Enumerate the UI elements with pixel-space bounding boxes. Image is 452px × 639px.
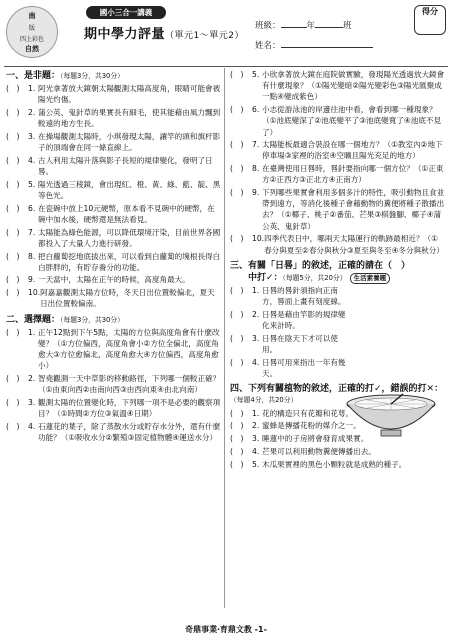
answer-blank[interactable]: ( ) — [6, 397, 20, 407]
question-item — [230, 285, 348, 307]
question-text: 太陽能板最適合裝設在哪一個地方？（①教室內②地下停車場③家裡的浴室④空曠且陽光充足的地方） — [262, 140, 443, 161]
question-item — [6, 373, 221, 395]
badge-edition: 版 — [28, 25, 35, 32]
question-item — [6, 287, 221, 309]
section-plants: 四、下列有關植物的敘述，正確的打✓，錯誤的打✕：（每題4分，共20分） — [230, 384, 444, 405]
question-text: 陽光透過三稜鏡，會出現紅、橙、黃、綠、藍、靛、黑等色光。 — [38, 179, 221, 201]
score-box — [414, 5, 446, 35]
title-range: （單元1～單元2） — [165, 31, 244, 41]
question-item — [230, 446, 445, 457]
answer-blank[interactable]: ( ) — [6, 275, 20, 285]
question-text: 智堯觀測一天中草影的移動路徑，下列哪一個較正確？（①由東向西②由南向西③由西向東④由北向南） — [38, 374, 221, 395]
question-number: 4. — [252, 357, 260, 367]
class-label: 班級： — [255, 21, 281, 31]
class-field — [255, 18, 352, 31]
question-text: 小欣拿著放大鏡在庭院做實驗，發現陽光透過放大鏡會有什麼現象？（①陽光變暗②陽光變彩色③陽光匯聚成一點④變成紫色） — [262, 70, 445, 102]
answer-blank[interactable]: ( ) — [6, 155, 20, 165]
question-number: 2. — [252, 310, 260, 320]
question-number: 3. — [28, 397, 36, 407]
question-number: 5. — [252, 459, 260, 469]
answer-blank[interactable]: ( ) — [230, 188, 244, 198]
question-number: 9. — [252, 188, 260, 198]
question-item — [6, 274, 221, 285]
answer-blank[interactable]: ( ) — [230, 286, 244, 296]
question-number: 3. — [252, 333, 260, 343]
question-number: 1. — [28, 327, 36, 337]
question-text: 觀測太陽的位置變化時，下列哪一項不是必要的觀察項目？（①時間②方位③氣溫④日期） — [38, 397, 221, 419]
question-number: 2. — [28, 108, 36, 118]
question-text: 一天當中，太陽在正午的時候，高度角最大。 — [38, 275, 190, 285]
question-text: 下列哪些果實會利用多個多汁的特性，吸引動物且食並帶到遠方，等消化後種子會藉動物的糞便將種子散播出去？（①椰子、桃子②番茄、芒果③棋盤腳、椰子④蒲公英、鬼針草） — [262, 188, 445, 231]
question-number: 8. — [252, 164, 260, 174]
question-number: 2. — [28, 374, 36, 384]
page-title — [84, 23, 244, 42]
question-item — [6, 83, 221, 105]
question-text: 阿光拿著放大鏡朝太陽觀測太陽高度角，眼睛可能會被陽光灼傷。 — [38, 84, 221, 105]
question-number: 4. — [252, 446, 260, 456]
question-text: 小志從游泳池的岸邊往池中看，會看到哪一種現象？（①池底變深了②池底變平了③池底變寬了④池底不見了） — [262, 105, 442, 137]
answer-blank[interactable]: ( ) — [6, 84, 20, 94]
answer-blank[interactable]: ( ) — [6, 227, 20, 237]
page-footer: 奇鼎事業‧育鼎文教 -1- — [185, 625, 267, 634]
question-text: 在臺灣使用日晷時，晷針要指向哪一個方位？（①正東方②正西方③正北方④正南方） — [262, 164, 444, 185]
answer-blank[interactable]: ( ) — [6, 203, 20, 213]
question-text: 睡蓮中的子房將會發育成果實。 — [262, 434, 369, 444]
answer-blank[interactable]: ( ) — [6, 374, 20, 384]
question-text: 把白蘿蔔挖地底拔出來，可以看到白蘿蔔的塊根長得白白胖胖的，有貯存養分的功能。 — [38, 251, 221, 272]
question-item — [6, 107, 221, 129]
section-sundial: 三、有關「日晷」的敘述，正確的請在（ ） — [230, 260, 411, 271]
question-number: 8. — [28, 251, 36, 261]
question-item — [230, 104, 445, 138]
question-text: 日晷的晷針須指向正南方，晷面上畫有刻度線。 — [262, 286, 346, 307]
question-number: 5. — [28, 179, 36, 189]
answer-blank[interactable]: ( ) — [230, 434, 244, 444]
header-divider — [4, 66, 448, 67]
answer-blank[interactable]: ( ) — [230, 310, 244, 320]
question-number: 10. — [28, 288, 41, 298]
question-text: 正午12點到下午5點，太陽的方位與高度角會有什麼改變？（①方位偏西，高度角會小②方位全偏北，高度角愈大③方位愈偏北，高度角愈大④方位偏西，高度角愈小） — [38, 327, 220, 371]
answer-blank[interactable]: ( ) — [6, 108, 20, 118]
answer-blank[interactable]: ( ) — [230, 105, 244, 115]
badge-subject: 自然 — [25, 45, 39, 53]
question-item — [6, 131, 221, 153]
question-text: 芒果可以利用動物糞便傳播出去。 — [262, 446, 376, 456]
answer-blank[interactable]: ( ) — [6, 327, 20, 337]
answer-blank[interactable]: ( ) — [230, 421, 244, 431]
answer-blank[interactable]: ( ) — [230, 140, 244, 150]
question-number: 2. — [252, 421, 260, 431]
question-item — [230, 333, 348, 355]
section-choice: 二、選擇題：（每題3分，共30分） — [6, 314, 124, 325]
question-item — [230, 69, 445, 103]
question-item — [230, 233, 445, 255]
score-label: 得分 — [422, 7, 438, 16]
question-number: 3. — [28, 132, 36, 142]
year-label: 年 — [306, 21, 316, 31]
name-field — [255, 38, 373, 51]
question-number: 7. — [28, 227, 36, 237]
answer-blank[interactable]: ( ) — [230, 333, 244, 343]
question-text: 在瓷碗中放上10元硬幣，原本看不見碗中的硬幣，在碗中加水後，硬幣還是無法看見。 — [38, 203, 215, 224]
question-item — [6, 179, 221, 201]
series-pill: 國小三合一講義 — [86, 6, 166, 19]
badge-top: 南 — [28, 12, 36, 20]
question-item — [230, 309, 348, 331]
question-item — [230, 139, 445, 161]
section-true-false: 一、是非題：（每題3分，共30分） — [6, 71, 124, 81]
question-text: 四季代表日中，哪兩天太陽運行的軌跡最相近？（①春分與夏至②春分與秋分③夏至與冬至④冬分與秋分） — [264, 234, 444, 255]
question-number: 1. — [28, 84, 36, 94]
answer-blank[interactable]: ( ) — [230, 70, 244, 79]
question-number: 4. — [28, 155, 36, 165]
question-item — [6, 203, 221, 225]
question-text: 木瓜果實裡的黑色小顆粒就是成熟的種子。 — [262, 459, 407, 469]
answer-blank[interactable]: ( ) — [6, 179, 20, 189]
question-item — [230, 459, 445, 470]
answer-blank[interactable]: ( ) — [230, 234, 244, 244]
question-text: 古人利用太陽升落與影子長短的規律變化，發明了日晷。 — [38, 155, 213, 177]
question-item — [6, 397, 221, 419]
answer-blank[interactable]: ( ) — [6, 251, 20, 261]
badge-grade: 四上彩色 — [19, 36, 44, 43]
question-item — [6, 251, 221, 273]
question-item — [6, 421, 221, 443]
question-text: 花的構造只有花瓣和花萼。 — [262, 408, 354, 418]
answer-blank[interactable]: ( ) — [230, 164, 244, 174]
column-divider — [224, 68, 225, 608]
question-text: 蒲公英、鬼針草的果實長有細毛，使其能藉由風力飄到較遠的地方生長。 — [38, 108, 221, 129]
question-text: 在操場觀測太陽時，小琪發現太陽，讓竿的頭和旗杆影子的頂端會在同一條直線上。 — [38, 132, 221, 153]
answer-blank[interactable]: ( ) — [6, 288, 20, 298]
question-text: 石蓮花的葉子，除了蒸散水分或貯存水分外，還有什麼功能？（①吸收水分②繁殖③固定植物體④運送水分） — [38, 421, 221, 443]
ban-label: 班 — [343, 21, 352, 31]
question-text: 日晷在陰天下才可以使用。 — [262, 333, 338, 355]
question-number: 6. — [28, 203, 36, 213]
question-number: 6. — [252, 105, 260, 115]
question-number: 1. — [252, 408, 260, 418]
question-text: 太陽能為綠色能源，可以降低環境汙染，目前世界各國都投入了大量人力進行研發。 — [38, 227, 221, 248]
answer-blank[interactable]: ( ) — [230, 459, 244, 469]
question-number: 10. — [252, 234, 265, 244]
answer-blank[interactable]: ( ) — [6, 132, 20, 142]
title-main: 期中學力評量 — [84, 27, 166, 42]
section-sundial-2: 中打✓：（每題5分，共20分） 生活素養題 — [230, 273, 445, 284]
question-text: 蜜蜂是傳播花粉的媒介之一。 — [262, 421, 361, 431]
question-item — [230, 187, 445, 232]
answer-blank[interactable]: ( ) — [6, 421, 20, 431]
question-number: 5. — [252, 70, 260, 79]
question-text: 日晷是藉由竿影的規律變化來計時。 — [262, 310, 346, 331]
left-column — [6, 69, 221, 445]
question-number: 4. — [28, 421, 36, 431]
question-item — [6, 155, 221, 177]
publisher-badge — [6, 6, 58, 58]
question-text: 阿嘉嘉觀測太陽方位時，冬天日出位置較偏北，夏天日出位置較偏南。 — [40, 288, 215, 309]
question-number: 7. — [252, 140, 260, 150]
question-item — [6, 227, 221, 249]
name-label: 姓名： — [255, 41, 281, 51]
question-text: 日晷可用來指出一年有幾天。 — [262, 357, 346, 379]
literacy-tag: 生活素養題 — [350, 273, 391, 284]
question-number: 3. — [252, 434, 260, 444]
question-number: 9. — [28, 275, 36, 285]
question-item — [6, 327, 221, 372]
question-number: 1. — [252, 286, 260, 296]
answer-blank[interactable]: ( ) — [230, 446, 244, 456]
question-item — [230, 357, 348, 379]
answer-blank[interactable]: ( ) — [230, 408, 244, 418]
answer-blank[interactable]: ( ) — [230, 357, 244, 367]
sundial-image — [343, 392, 439, 440]
question-item — [230, 163, 445, 185]
